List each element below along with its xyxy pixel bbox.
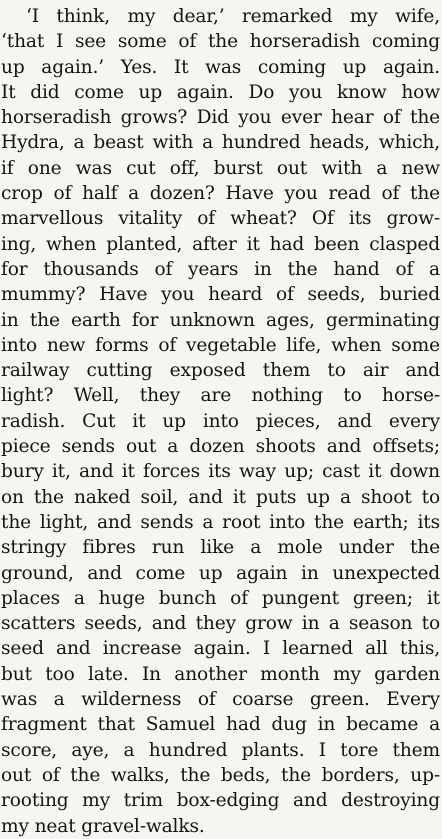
paragraph-line-21: the light, and sends a root into the earth; its	[1, 511, 440, 533]
body-paragraph	[1, 4, 440, 839]
paragraph-line-22: stringy fibres run like a mole under the	[1, 537, 440, 559]
paragraph-line-13: in the earth for unknown ages, germinating	[1, 309, 440, 331]
paragraph-line-16: light? Well, they are nothing to horse-	[1, 385, 440, 407]
paragraph-line-14: into new forms of vegetable life, when some	[1, 334, 440, 356]
paragraph-line-24: places a huge bunch of pungent green; it	[1, 587, 440, 609]
paragraph-line-2: ‘that I see some of the horseradish coming	[1, 31, 440, 53]
paragraph-line-9: marvellous vitality of wheat? Of its grow-	[1, 208, 440, 230]
paragraph-line-11: for thousands of years in the hand of a	[1, 258, 440, 280]
paragraph-line-19: bury it, and it forces its way up; cast it down	[1, 461, 440, 483]
paragraph-line-7: if one was cut off, burst out with a new	[1, 157, 440, 179]
paragraph-line-29: fragment that Samuel had dug in became a	[1, 714, 440, 736]
paragraph-line-10: ing, when planted, after it had been clasped	[1, 233, 440, 255]
paragraph-line-12: mummy? Have you heard of seeds, buried	[1, 284, 440, 306]
paragraph-line-23: ground, and come up again in unexpected	[1, 562, 440, 584]
paragraph-line-32: rooting my trim box-edging and destroying	[1, 790, 440, 812]
paragraph-line-20: on the naked soil, and it puts up a shoot to	[1, 486, 440, 508]
paragraph-line-17: radish. Cut it up into pieces, and every	[1, 410, 440, 432]
paragraph-line-5: horseradish grows? Did you ever hear of the	[1, 107, 440, 129]
paragraph-line-30: score, aye, a hundred plants. I tore them	[1, 739, 440, 761]
paragraph-line-25: scatters seeds, and they grow in a season to	[1, 613, 440, 635]
paragraph-line-15: railway cutting exposed them to air and	[1, 360, 440, 382]
paragraph-line-6: Hydra, a beast with a hundred heads, which,	[1, 132, 440, 154]
paragraph-line-33: my neat gravel-walks.	[1, 815, 205, 837]
paragraph-line-1: ‘I think, my dear,’ remarked my wife,	[26, 6, 440, 27]
paragraph-line-31: out of the walks, the beds, the borders, up-	[1, 764, 440, 786]
paragraph-line-8: crop of half a dozen? Have you read of the	[1, 183, 440, 205]
paragraph-line-28: was a wilderness of coarse green. Every	[1, 689, 440, 711]
paragraph-line-4: It did come up again. Do you know how	[1, 81, 440, 103]
paragraph-line-26: seed and increase again. I learned all this,	[1, 638, 440, 660]
paragraph-line-18: piece sends out a dozen shoots and offsets;	[1, 436, 440, 458]
paragraph-line-27: but too late. In another month my garden	[1, 663, 440, 685]
paragraph-line-3: up again.’ Yes. It was coming up again.	[1, 56, 440, 78]
